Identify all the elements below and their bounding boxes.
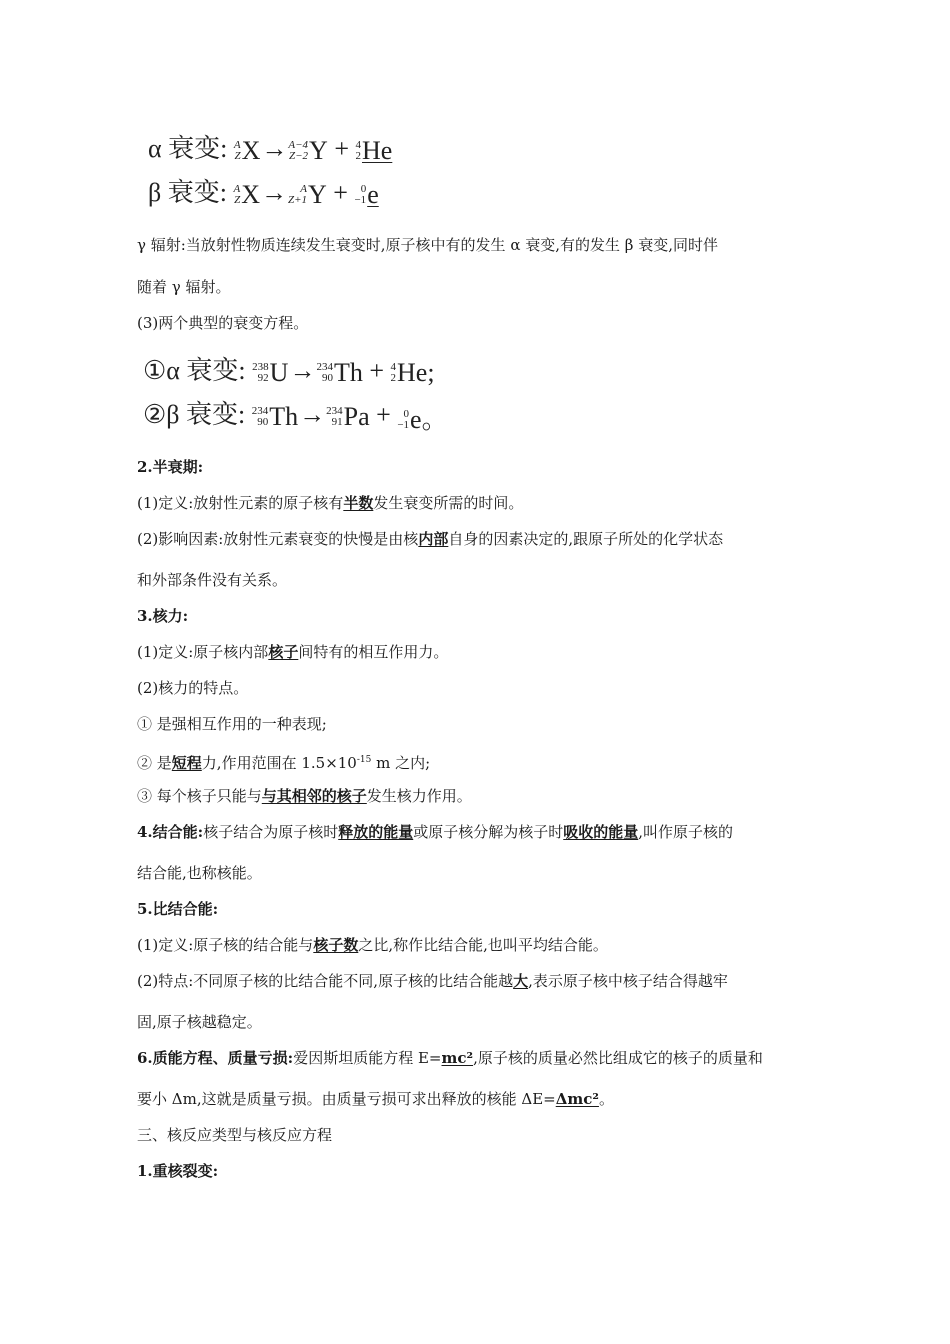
halflife-definition: (1)定义:放射性元素的原子核有半数发生衰变所需的时间。 <box>137 494 524 512</box>
binding-energy-line1: 4.结合能:核子结合为原子核时释放的能量或原子核分解为核子时吸收的能量,叫作原子核的 <box>137 823 734 841</box>
answer-key: mc² <box>441 1049 474 1067</box>
nuclide-th234: 234 90 Th <box>316 358 363 388</box>
formula-label: β 衰变: <box>148 178 227 207</box>
specific-binding-feature-line2: 固,原子核越稳定。 <box>137 1013 262 1031</box>
arrow-icon: → <box>289 356 316 385</box>
nuclide-u238: 238 92 U <box>252 358 289 388</box>
nuclear-force-features-heading: (2)核力的特点。 <box>137 679 249 697</box>
nuclear-force-heading: 3.核力: <box>137 607 189 625</box>
nuclide-y: A Z+1 Y <box>287 180 327 210</box>
uranium-alpha-decay-formula: ①α 衰变: 238 92 U→ 234 90 Th + 4 2 He; <box>143 356 435 388</box>
gamma-text-line-2: 随着 γ 辐射。 <box>137 278 231 296</box>
answer-key: Δmc² <box>555 1090 599 1108</box>
thorium-beta-decay-formula: ②β 衰变: 234 90 Th→ 234 91 Pa + 0 −1 e。 <box>143 400 448 434</box>
specific-binding-feature: (2)特点:不同原子核的比结合能不同,原子核的比结合能越大,表示原子核中核子结合得越牢 <box>137 972 728 990</box>
section-3-title: 三、核反应类型与核反应方程 <box>137 1126 333 1144</box>
halflife-heading: 2.半衰期: <box>137 458 204 476</box>
nuclear-force-feature-1: ① 是强相互作用的一种表现; <box>137 715 327 733</box>
binding-energy-line2: 结合能,也称核能。 <box>137 864 262 882</box>
nuclide-he: 4 2 He <box>355 136 393 166</box>
fission-heading: 1.重核裂变: <box>137 1162 219 1180</box>
gamma-text-line-1: γ 辐射:当放射性物质连续发生衰变时,原子核中有的发生 α 衰变,有的发生 β 衰变,同时伴 <box>137 236 718 254</box>
nuclide-th234: 234 90 Th <box>251 402 299 432</box>
answer-key: 核子 <box>268 643 299 661</box>
answer-key: 核子数 <box>313 936 359 954</box>
nuclear-force-feature-3: ③ 每个核子只能与与其相邻的核子发生核力作用。 <box>137 787 472 805</box>
beta-decay-general-formula: β 衰变: A Z X→ A Z+1 Y + 0 −1 e <box>148 178 379 210</box>
typical-decay-heading: (3)两个典型的衰变方程。 <box>137 314 309 332</box>
nuclide-electron: 0 −1 e。 <box>397 404 448 434</box>
nuclide-x: A Z X <box>233 180 260 210</box>
answer-key: 吸收的能量 <box>563 823 639 841</box>
answer-key: 内部 <box>418 530 449 548</box>
nuclide-he4: 4 2 He; <box>390 358 435 388</box>
answer-key: 释放的能量 <box>338 823 414 841</box>
halflife-factor: (2)影响因素:放射性元素衰变的快慢是由核内部自身的因素决定的,跟原子所处的化学状态 <box>137 530 724 548</box>
nuclear-force-feature-2: ② 是短程力,作用范围在 $1.5\times 10^{-15}$ m 之内; <box>137 754 431 772</box>
formula-label: ②β 衰变: <box>143 400 246 429</box>
answer-key: 短程 <box>171 754 202 772</box>
nuclide-electron: 0 −1 e <box>354 180 379 210</box>
answer-key: 与其相邻的核子 <box>261 787 367 805</box>
answer-key: 大 <box>513 972 529 990</box>
mass-energy-line2: 要小 Δm,这就是质量亏损。由质量亏损可求出释放的核能 ΔE=Δmc²。 <box>137 1090 614 1108</box>
nuclide-y: A−4 Z−2 Y <box>288 136 328 166</box>
formula-label: ①α 衰变: <box>143 356 246 385</box>
nuclide-pa234: 234 91 Pa <box>326 402 370 432</box>
arrow-icon: → <box>260 178 287 207</box>
specific-binding-definition: (1)定义:原子核的结合能与核子数之比,称作比结合能,也叫平均结合能。 <box>137 936 608 954</box>
nuclide-x: A Z X <box>233 136 261 166</box>
halflife-factor-line2: 和外部条件没有关系。 <box>137 571 288 589</box>
specific-binding-heading: 5.比结合能: <box>137 900 219 918</box>
answer-key: 半数 <box>343 494 374 512</box>
arrow-icon: → <box>299 400 326 429</box>
mass-energy-line1: 6.质能方程、质量亏损:爱因斯坦质能方程 E=mc²,原子核的质量必然比组成它的核子的质量和 <box>137 1049 763 1067</box>
nuclear-force-definition: (1)定义:原子核内部核子间特有的相互作用力。 <box>137 643 449 661</box>
alpha-decay-general-formula: α 衰变: A Z X→ A−4 Z−2 Y + 4 2 He <box>148 134 393 166</box>
formula-label: α 衰变: <box>148 134 228 163</box>
arrow-icon: → <box>261 134 288 163</box>
